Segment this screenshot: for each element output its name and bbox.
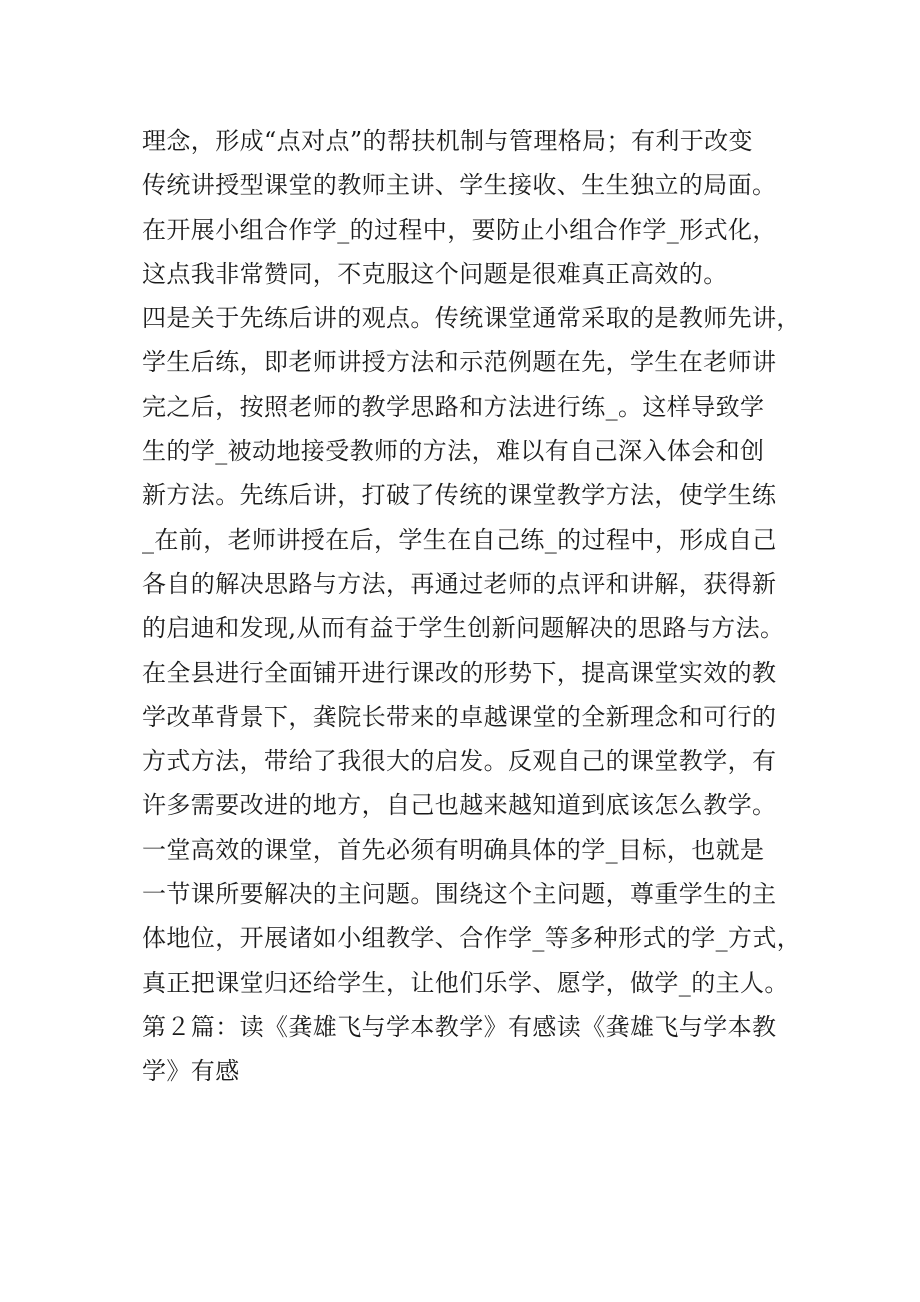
text-line: 四是关于先练后讲的观点。传统课堂通常采取的是教师先讲， xyxy=(142,304,801,333)
text-line: 体地位，开展诸如小组教学、合作学_等多种形式的学_方式， xyxy=(142,924,802,953)
text-line: 传统讲授型课堂的教师主讲、学生接收、生生独立的局面。 xyxy=(142,171,777,200)
text-line: 完之后，按照老师的教学思路和方法进行练_。这样导致学 xyxy=(142,392,765,421)
text-line: 真正把课堂归还给学生，让他们乐学、愿学，做学_的主人。 xyxy=(142,968,789,997)
text-line: 方式方法，带给了我很大的启发。反观自己的课堂教学，有 xyxy=(142,747,777,776)
text-line: 学生后练，即老师讲授方法和示范例题在先，学生在老师讲 xyxy=(142,348,777,377)
text-line: 许多需要改进的地方，自己也越来越知道到底该怎么教学。 xyxy=(142,791,777,820)
text-line: 一堂高效的课堂，首先必须有明确具体的学_目标，也就是 xyxy=(142,835,765,864)
text-line: 一节课所要解决的主问题。围绕这个主问题，尊重学生的主 xyxy=(142,880,777,909)
text-line: 各自的解决思路与方法，再通过老师的点评和讲解，获得新 xyxy=(142,569,777,598)
text-line: 生的学_被动地接受教师的方法，难以有自己深入体会和创 xyxy=(142,437,765,466)
text-line: 在全县进行全面铺开进行课改的形势下，提高课堂实效的教 xyxy=(142,658,777,687)
text-line: 这点我非常赞同，不克服这个问题是很难真正高效的。 xyxy=(142,259,728,288)
body-text xyxy=(142,119,802,1094)
text-line: _在前，老师讲授在后，学生在自己练_的过程中，形成自己 xyxy=(142,525,777,554)
section-heading-line: 第２篇：读《龚雄飞与学本教学》有感读《龚雄飞与学本教 xyxy=(142,1012,777,1041)
text-line: 理念，形成“点对点”的帮扶机制与管理格局；有利于改变 xyxy=(142,127,753,155)
text-line: 在开展小组合作学_的过程中，要防止小组合作学_形式化， xyxy=(142,215,777,244)
section-heading-line: 学》有感 xyxy=(142,1057,240,1086)
text-line: 新方法。先练后讲，打破了传统的课堂教学方法，使学生练 xyxy=(142,481,777,510)
text-line: 的启迪和发现,从而有益于学生创新问题解决的思路与方法。 xyxy=(142,614,785,643)
text-line: 学改革背景下，龚院长带来的卓越课堂的全新理念和可行的 xyxy=(142,702,777,731)
